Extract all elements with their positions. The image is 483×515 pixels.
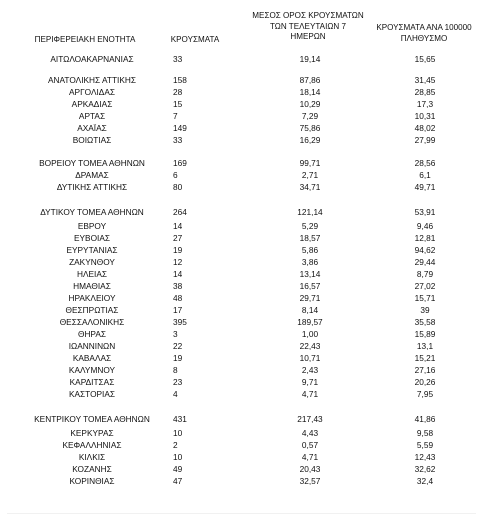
seven-day-average-header-line-1: ΜΕΣΟΣ ΟΡΟΣ ΚΡΟΥΣΜΑΤΩΝ bbox=[252, 11, 364, 20]
case-count: 28 bbox=[173, 87, 183, 97]
case-count: 33 bbox=[173, 135, 183, 145]
seven-day-average: 34,71 bbox=[299, 182, 321, 192]
region-name: ΙΩΑΝΝΙΝΩΝ bbox=[68, 341, 116, 351]
cases-per-100000: 20,26 bbox=[414, 377, 436, 387]
region-name: ΘΕΣΣΑΛΟΝΙΚΗΣ bbox=[59, 317, 125, 327]
cases-per-100000: 8,79 bbox=[416, 269, 434, 279]
case-count: 149 bbox=[173, 123, 187, 133]
seven-day-average: 99,71 bbox=[299, 158, 321, 168]
cases-per-100000: 27,02 bbox=[414, 281, 436, 291]
seven-day-average: 32,57 bbox=[299, 476, 321, 486]
case-count: 264 bbox=[173, 207, 187, 217]
table-row bbox=[0, 232, 483, 244]
region-name: ΚΟΡΙΝΘΙΑΣ bbox=[69, 476, 115, 486]
cases-per-100000: 31,45 bbox=[414, 75, 436, 85]
case-count: 33 bbox=[173, 54, 183, 64]
seven-day-average: 16,29 bbox=[299, 135, 321, 145]
case-count: 3 bbox=[173, 329, 178, 339]
table-row bbox=[0, 427, 483, 439]
case-count: 15 bbox=[173, 99, 183, 109]
table-row bbox=[0, 280, 483, 292]
seven-day-average: 22,43 bbox=[299, 341, 321, 351]
cases-per-100000: 9,46 bbox=[416, 221, 434, 231]
cases-per-100000: 15,71 bbox=[414, 293, 436, 303]
case-count: 14 bbox=[173, 269, 183, 279]
cases-per-100000: 15,65 bbox=[414, 54, 436, 64]
case-count: 48 bbox=[173, 293, 183, 303]
case-count: 19 bbox=[173, 353, 183, 363]
cases-per-100000: 7,95 bbox=[416, 389, 434, 399]
cases-per-100000: 27,99 bbox=[414, 135, 436, 145]
region-name: ΚΙΛΚΙΣ bbox=[78, 452, 106, 462]
seven-day-average: 4,71 bbox=[301, 389, 319, 399]
region-name: ΒΟΡΕΙΟΥ ΤΟΜΕΑ ΑΘΗΝΩΝ bbox=[39, 158, 145, 168]
cases-per-100000: 6,1 bbox=[419, 170, 431, 180]
case-count: 80 bbox=[173, 182, 183, 192]
region-name: ΗΜΑΘΙΑΣ bbox=[73, 281, 111, 291]
table-row bbox=[0, 475, 483, 487]
seven-day-average: 0,57 bbox=[301, 440, 319, 450]
seven-day-average: 1,00 bbox=[301, 329, 319, 339]
cases-per-100000: 27,16 bbox=[414, 365, 436, 375]
table-row bbox=[0, 157, 483, 169]
case-count: 12 bbox=[173, 257, 183, 267]
cases-per-100000: 28,85 bbox=[414, 87, 436, 97]
seven-day-average: 217,43 bbox=[297, 414, 323, 424]
cases-per-100000: 29,44 bbox=[414, 257, 436, 267]
case-count: 6 bbox=[173, 170, 178, 180]
region-name: ΘΕΣΠΡΩΤΙΑΣ bbox=[65, 305, 119, 315]
region-column-header: ΠΕΡΙΦΕΡΕΙΑΚΗ ΕΝΟΤΗΤΑ bbox=[34, 35, 136, 44]
region-name: ΔΥΤΙΚΟΥ ΤΟΜΕΑ ΑΘΗΝΩΝ bbox=[40, 207, 144, 217]
seven-day-average-column-header bbox=[246, 11, 370, 43]
region-name: ΑΧΑΪΑΣ bbox=[77, 123, 107, 133]
page-bottom-divider bbox=[7, 513, 476, 514]
case-count: 431 bbox=[173, 414, 187, 424]
seven-day-average: 5,86 bbox=[301, 245, 319, 255]
region-name: ΚΑΛΥΜΝΟΥ bbox=[68, 365, 116, 375]
cases-per-100000: 94,62 bbox=[414, 245, 436, 255]
cases-per-100000: 13,1 bbox=[416, 341, 434, 351]
cases-per-100000: 39 bbox=[420, 305, 430, 315]
region-name: ΑΝΑΤΟΛΙΚΗΣ ΑΤΤΙΚΗΣ bbox=[47, 75, 137, 85]
table-row bbox=[0, 451, 483, 463]
table-row bbox=[0, 352, 483, 364]
case-count: 8 bbox=[173, 365, 178, 375]
table-row bbox=[0, 98, 483, 110]
region-name: ΗΡΑΚΛΕΙΟΥ bbox=[68, 293, 116, 303]
table-row bbox=[0, 364, 483, 376]
case-count: 22 bbox=[173, 341, 183, 351]
region-name: ΑΡΚΑΔΙΑΣ bbox=[71, 99, 113, 109]
case-count: 10 bbox=[173, 452, 183, 462]
case-count: 17 bbox=[173, 305, 183, 315]
seven-day-average: 189,57 bbox=[297, 317, 323, 327]
seven-day-average: 5,29 bbox=[301, 221, 319, 231]
case-count: 395 bbox=[173, 317, 187, 327]
seven-day-average: 10,29 bbox=[299, 99, 321, 109]
region-name: ΗΛΕΙΑΣ bbox=[76, 269, 108, 279]
seven-day-average: 16,57 bbox=[299, 281, 321, 291]
seven-day-average: 4,71 bbox=[301, 452, 319, 462]
cases-per-100000: 12,43 bbox=[414, 452, 436, 462]
cases-per-100000-header-line-2: ΠΛΗΘΥΣΜΟ bbox=[400, 33, 448, 43]
cases-per-100000: 41,86 bbox=[414, 414, 436, 424]
case-count: 49 bbox=[173, 464, 183, 474]
table-row bbox=[0, 169, 483, 181]
table-row bbox=[0, 268, 483, 280]
region-name: ΑΙΤΩΛΟΑΚΑΡΝΑΝΙΑΣ bbox=[50, 54, 134, 64]
seven-day-average: 10,71 bbox=[299, 353, 321, 363]
table-row bbox=[0, 316, 483, 328]
cases-column-header: ΚΡΟΥΣΜΑΤΑ bbox=[170, 35, 220, 44]
case-count: 169 bbox=[173, 158, 187, 168]
table-row bbox=[0, 74, 483, 86]
case-count: 7 bbox=[173, 111, 178, 121]
seven-day-average-header-line-2: ΤΩΝ ΤΕΛΕΥΤΑΙΩΝ 7 bbox=[270, 21, 346, 31]
region-name: ΘΗΡΑΣ bbox=[77, 329, 107, 339]
table-row bbox=[0, 110, 483, 122]
seven-day-average: 18,57 bbox=[299, 233, 321, 243]
table-row bbox=[0, 304, 483, 316]
table-row bbox=[0, 463, 483, 475]
region-name: ΚΕΡΚΥΡΑΣ bbox=[70, 428, 114, 438]
region-name: ΚΑΡΔΙΤΣΑΣ bbox=[69, 377, 115, 387]
case-count: 23 bbox=[173, 377, 183, 387]
cases-per-100000: 32,4 bbox=[416, 476, 434, 486]
region-name: ΑΡΓΟΛΙΔΑΣ bbox=[69, 87, 115, 97]
cases-per-100000-header-line-1: ΚΡΟΥΣΜΑΤΑ ΑΝΑ 100000 bbox=[376, 23, 472, 32]
seven-day-average: 13,14 bbox=[299, 269, 321, 279]
case-count: 158 bbox=[173, 75, 187, 85]
table-row bbox=[0, 376, 483, 388]
region-name: ΒΟΙΩΤΙΑΣ bbox=[72, 135, 112, 145]
cases-per-100000: 32,62 bbox=[414, 464, 436, 474]
table-row bbox=[0, 292, 483, 304]
seven-day-average: 3,86 bbox=[301, 257, 319, 267]
table-row bbox=[0, 413, 483, 425]
cases-per-100000: 49,71 bbox=[414, 182, 436, 192]
region-name: ΚΕΝΤΡΙΚΟΥ ΤΟΜΕΑ ΑΘΗΝΩΝ bbox=[34, 414, 150, 424]
table-row bbox=[0, 220, 483, 232]
seven-day-average: 2,71 bbox=[301, 170, 319, 180]
seven-day-average: 19,14 bbox=[299, 54, 321, 64]
seven-day-average: 75,86 bbox=[299, 123, 321, 133]
region-name: ΚΕΦΑΛΛΗΝΙΑΣ bbox=[62, 440, 122, 450]
cases-per-100000: 17,3 bbox=[416, 99, 434, 109]
seven-day-average: 4,43 bbox=[301, 428, 319, 438]
table-row bbox=[0, 206, 483, 218]
cases-per-100000: 10,31 bbox=[414, 111, 436, 121]
seven-day-average: 9,71 bbox=[301, 377, 319, 387]
cases-per-100000: 15,89 bbox=[414, 329, 436, 339]
case-count: 19 bbox=[173, 245, 183, 255]
seven-day-average: 29,71 bbox=[299, 293, 321, 303]
table-row bbox=[0, 244, 483, 256]
region-name: ΕΥΒΟΙΑΣ bbox=[73, 233, 111, 243]
case-count: 4 bbox=[173, 389, 178, 399]
table-row bbox=[0, 340, 483, 352]
region-name: ΕΒΡΟΥ bbox=[77, 221, 107, 231]
seven-day-average: 7,29 bbox=[301, 111, 319, 121]
case-count: 10 bbox=[173, 428, 183, 438]
case-count: 14 bbox=[173, 221, 183, 231]
region-name: ΔΡΑΜΑΣ bbox=[75, 170, 109, 180]
cases-per-100000: 48,02 bbox=[414, 123, 436, 133]
seven-day-average: 20,43 bbox=[299, 464, 321, 474]
table-header bbox=[0, 0, 483, 52]
case-count: 27 bbox=[173, 233, 183, 243]
region-name: ΚΑΣΤΟΡΙΑΣ bbox=[68, 389, 116, 399]
table-row bbox=[0, 86, 483, 98]
seven-day-average-header-line-3: ΗΜΕΡΩΝ bbox=[290, 32, 326, 41]
table-row bbox=[0, 439, 483, 451]
table-row bbox=[0, 53, 483, 65]
table-row bbox=[0, 388, 483, 400]
seven-day-average: 8,14 bbox=[301, 305, 319, 315]
region-name: ΚΟΖΑΝΗΣ bbox=[72, 464, 112, 474]
cases-per-100000: 28,56 bbox=[414, 158, 436, 168]
seven-day-average: 121,14 bbox=[297, 207, 323, 217]
region-name: ΑΡΤΑΣ bbox=[78, 111, 106, 121]
region-name: ΕΥΡΥΤΑΝΙΑΣ bbox=[66, 245, 118, 255]
cases-per-100000: 12,81 bbox=[414, 233, 436, 243]
table-row bbox=[0, 256, 483, 268]
seven-day-average: 18,14 bbox=[299, 87, 321, 97]
cases-per-100000-column-header bbox=[370, 23, 478, 44]
cases-per-100000: 15,21 bbox=[414, 353, 436, 363]
cases-per-100000: 35,58 bbox=[414, 317, 436, 327]
table-row bbox=[0, 328, 483, 340]
region-name: ΖΑΚΥΝΘΟΥ bbox=[69, 257, 115, 267]
cases-per-100000: 9,58 bbox=[416, 428, 434, 438]
region-name: ΔΥΤΙΚΗΣ ΑΤΤΙΚΗΣ bbox=[56, 182, 128, 192]
seven-day-average: 87,86 bbox=[299, 75, 321, 85]
cases-per-100000: 53,91 bbox=[414, 207, 436, 217]
table-row bbox=[0, 181, 483, 193]
case-count: 2 bbox=[173, 440, 178, 450]
table-row bbox=[0, 122, 483, 134]
seven-day-average: 2,43 bbox=[301, 365, 319, 375]
region-name: ΚΑΒΑΛΑΣ bbox=[72, 353, 112, 363]
case-count: 47 bbox=[173, 476, 183, 486]
table-row bbox=[0, 134, 483, 146]
case-count: 38 bbox=[173, 281, 183, 291]
cases-per-100000: 5,59 bbox=[416, 440, 434, 450]
